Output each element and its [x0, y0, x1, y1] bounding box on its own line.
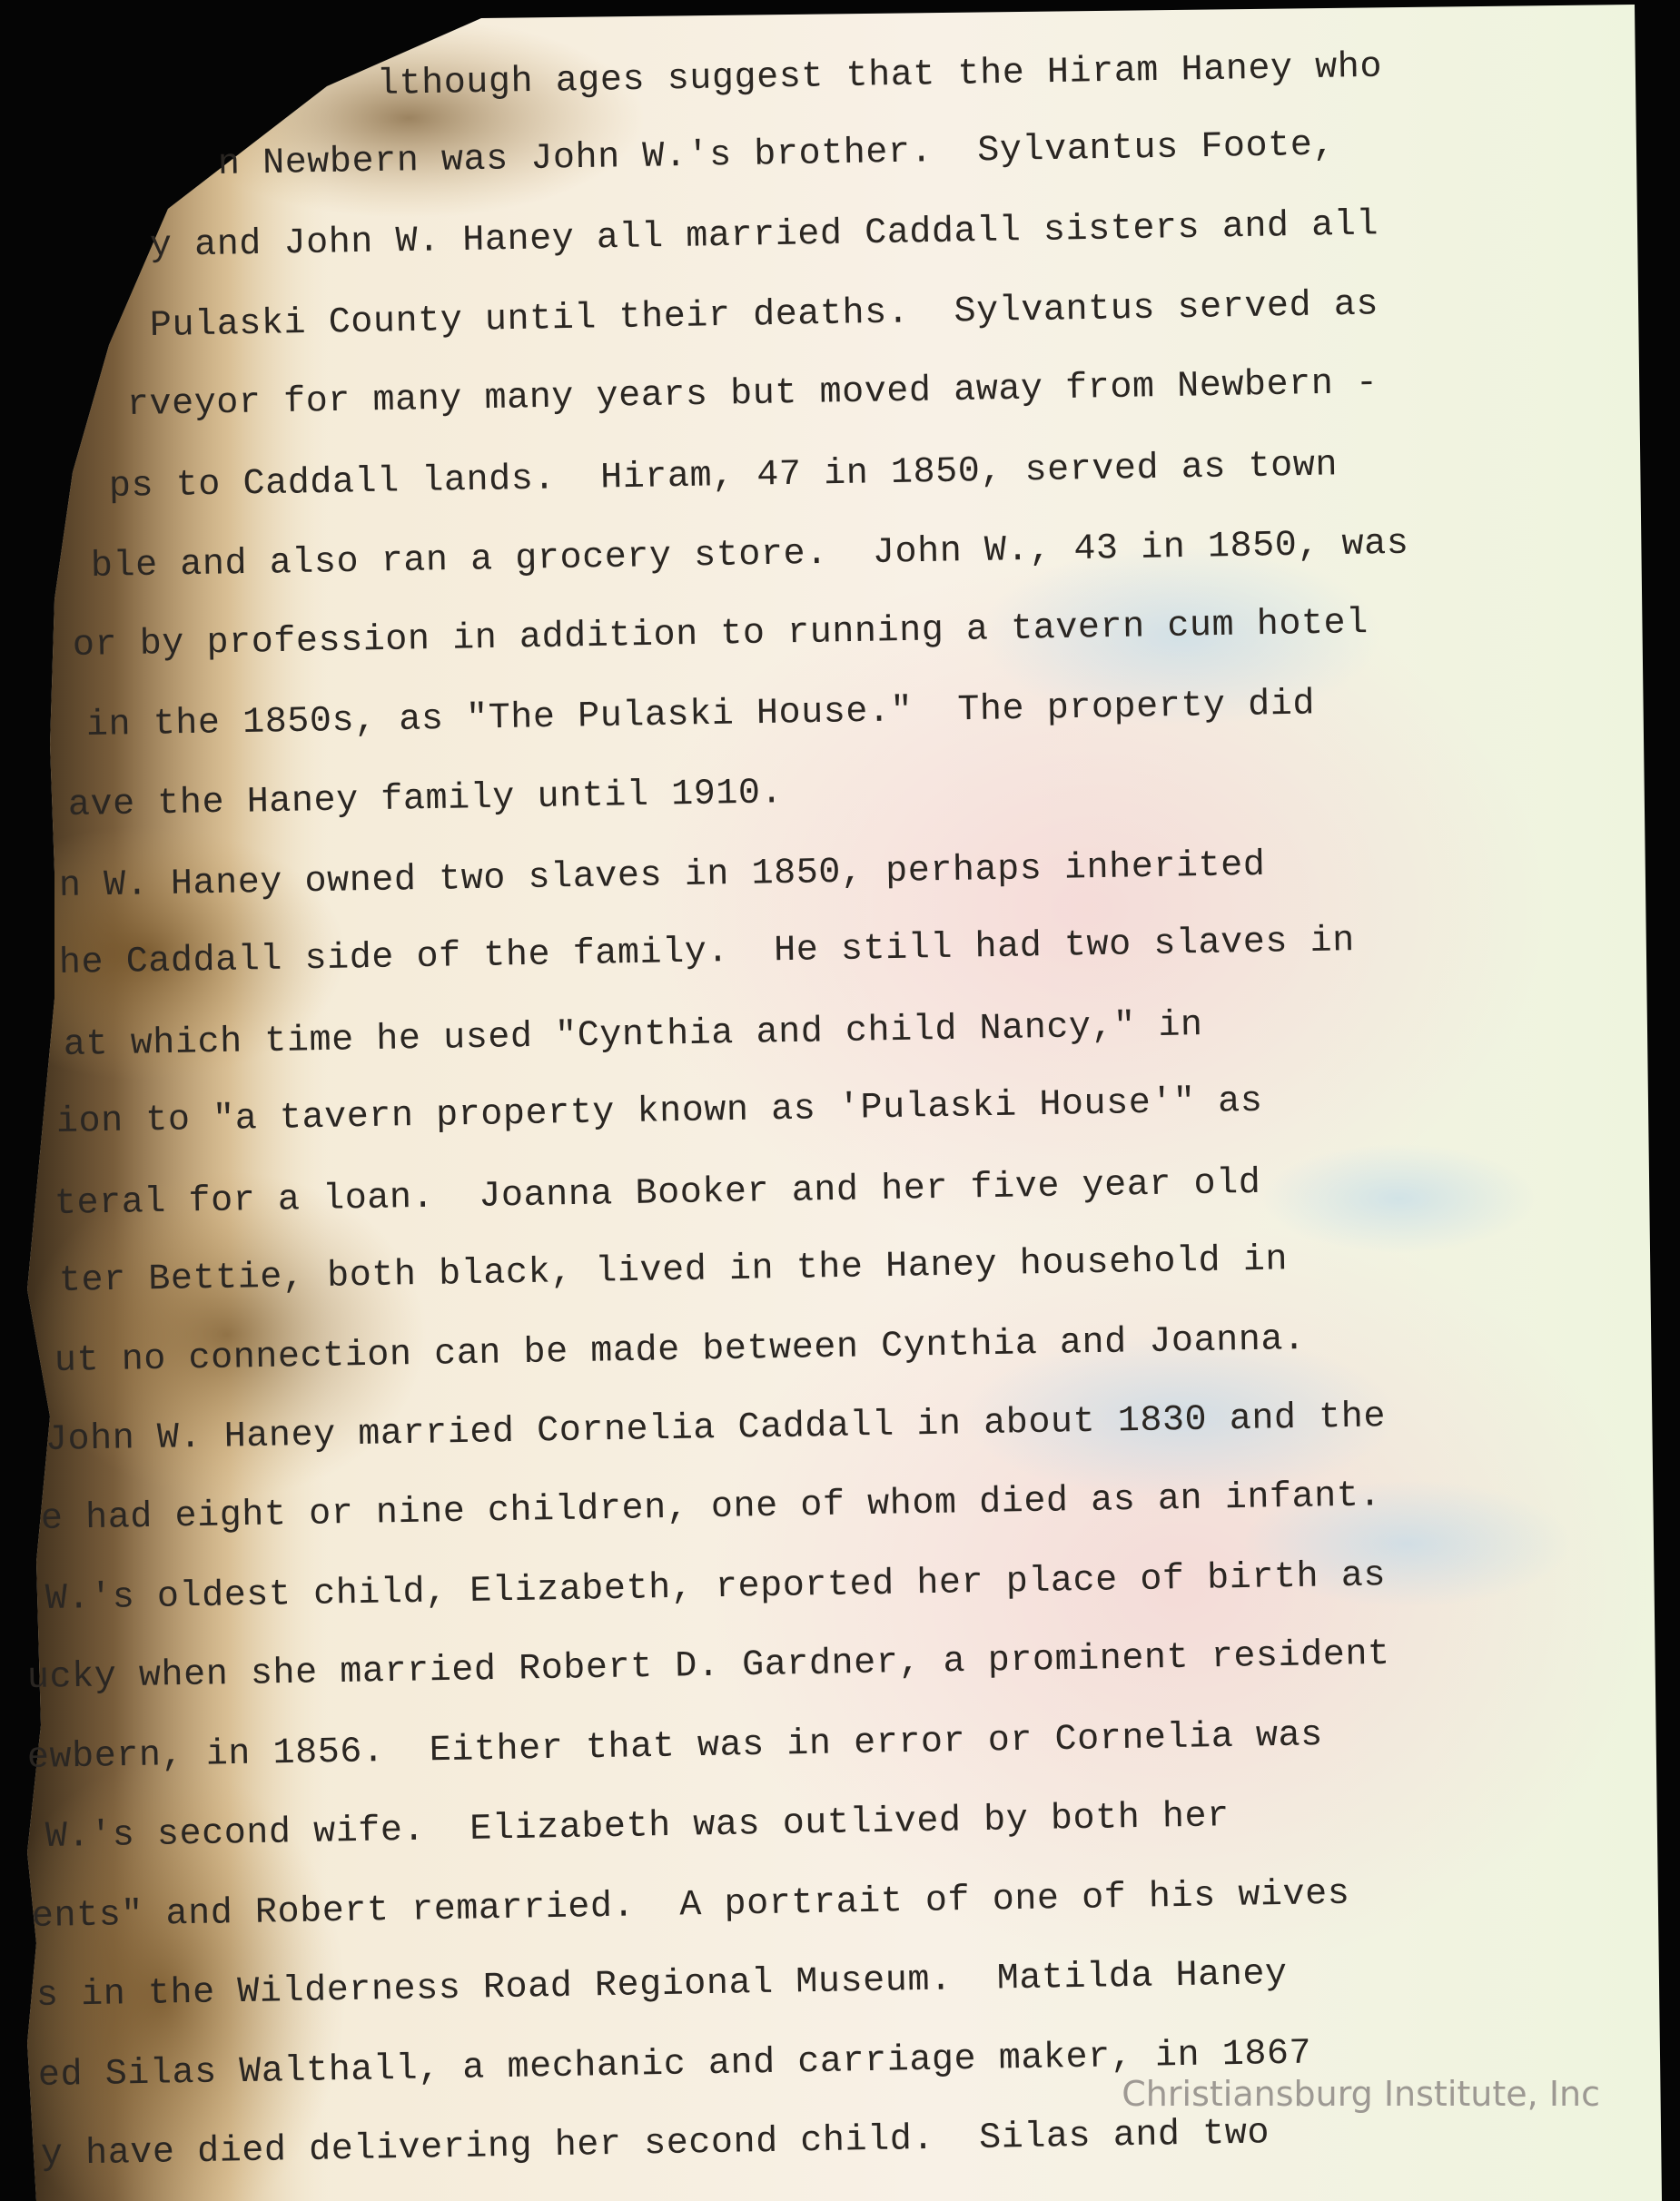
text-line: ents" and Robert remarried. A portrait of one of his wives — [31, 1873, 1350, 1938]
text-line: n W. Haney owned two slaves in 1850, perhaps inherited — [58, 844, 1266, 907]
text-line: John W. Haney married Cornelia Caddall in about 1830 and the — [44, 1397, 1387, 1461]
text-line: in the 1850s, as "The Pulaski House." The property did — [85, 684, 1316, 746]
text-line: n Newbern was John W.'s brother. Sylvantus Foote, — [217, 124, 1336, 185]
text-line: y have died delivering her second child. Silas and two — [40, 2113, 1270, 2176]
text-line: ut no connection can be made between Cynthia and Joanna. — [54, 1318, 1307, 1382]
text-line: rveyor for many many years but moved away from Newbern - — [126, 362, 1379, 426]
text-line: Pulaski County until their deaths. Sylvantus served as — [149, 284, 1379, 347]
text-line: ucky when she married Robert D. Gardner, a prominent resident — [26, 1633, 1390, 1699]
text-line: ed Silas Walthall, a mechanic and carriage maker, in 1867 — [37, 2033, 1312, 2097]
text-line: ble and also ran a grocery store. John W., 43 in 1850, was — [90, 523, 1409, 587]
text-line: y and John W. Haney all married Caddall sisters and all — [149, 204, 1379, 267]
text-line: teral for a loan. Joanna Booker and her five year old — [54, 1162, 1261, 1225]
text-line: he Caddall side of the family. He still had two slaves in — [58, 921, 1356, 984]
text-line: lthough ages suggest that the Hiram Haney who — [376, 46, 1383, 105]
text-line: or by profession in addition to running a tavern cum hotel — [72, 603, 1369, 666]
text-line: ave the Haney family until 1910. — [67, 773, 784, 826]
text-line: ion to "a tavern property known as 'Pulaski House'" as — [55, 1081, 1263, 1143]
text-line: at which time he used "Cynthia and child Nancy," in — [63, 1005, 1204, 1066]
text-line: e had eight or nine children, one of whom died as an infant. — [40, 1476, 1382, 1540]
text-line: ps to Caddall lands. Hiram, 47 in 1850, served as town — [108, 445, 1339, 508]
text-line: W.'s oldest child, Elizabeth, reported her place of birth as — [44, 1555, 1387, 1620]
text-line: ter Bettie, both black, lived in the Haney household in — [58, 1239, 1289, 1302]
text-line: W.'s second wife. Elizabeth was outlived by both her — [44, 1796, 1230, 1858]
watermark: Christiansburg Institute, Inc — [1122, 2074, 1600, 2114]
text-line: ewbern, in 1856. Either that was in error or Cornelia was — [26, 1715, 1324, 1779]
text-line: s in the Wilderness Road Regional Museum. Matilda Haney — [35, 1953, 1289, 2017]
